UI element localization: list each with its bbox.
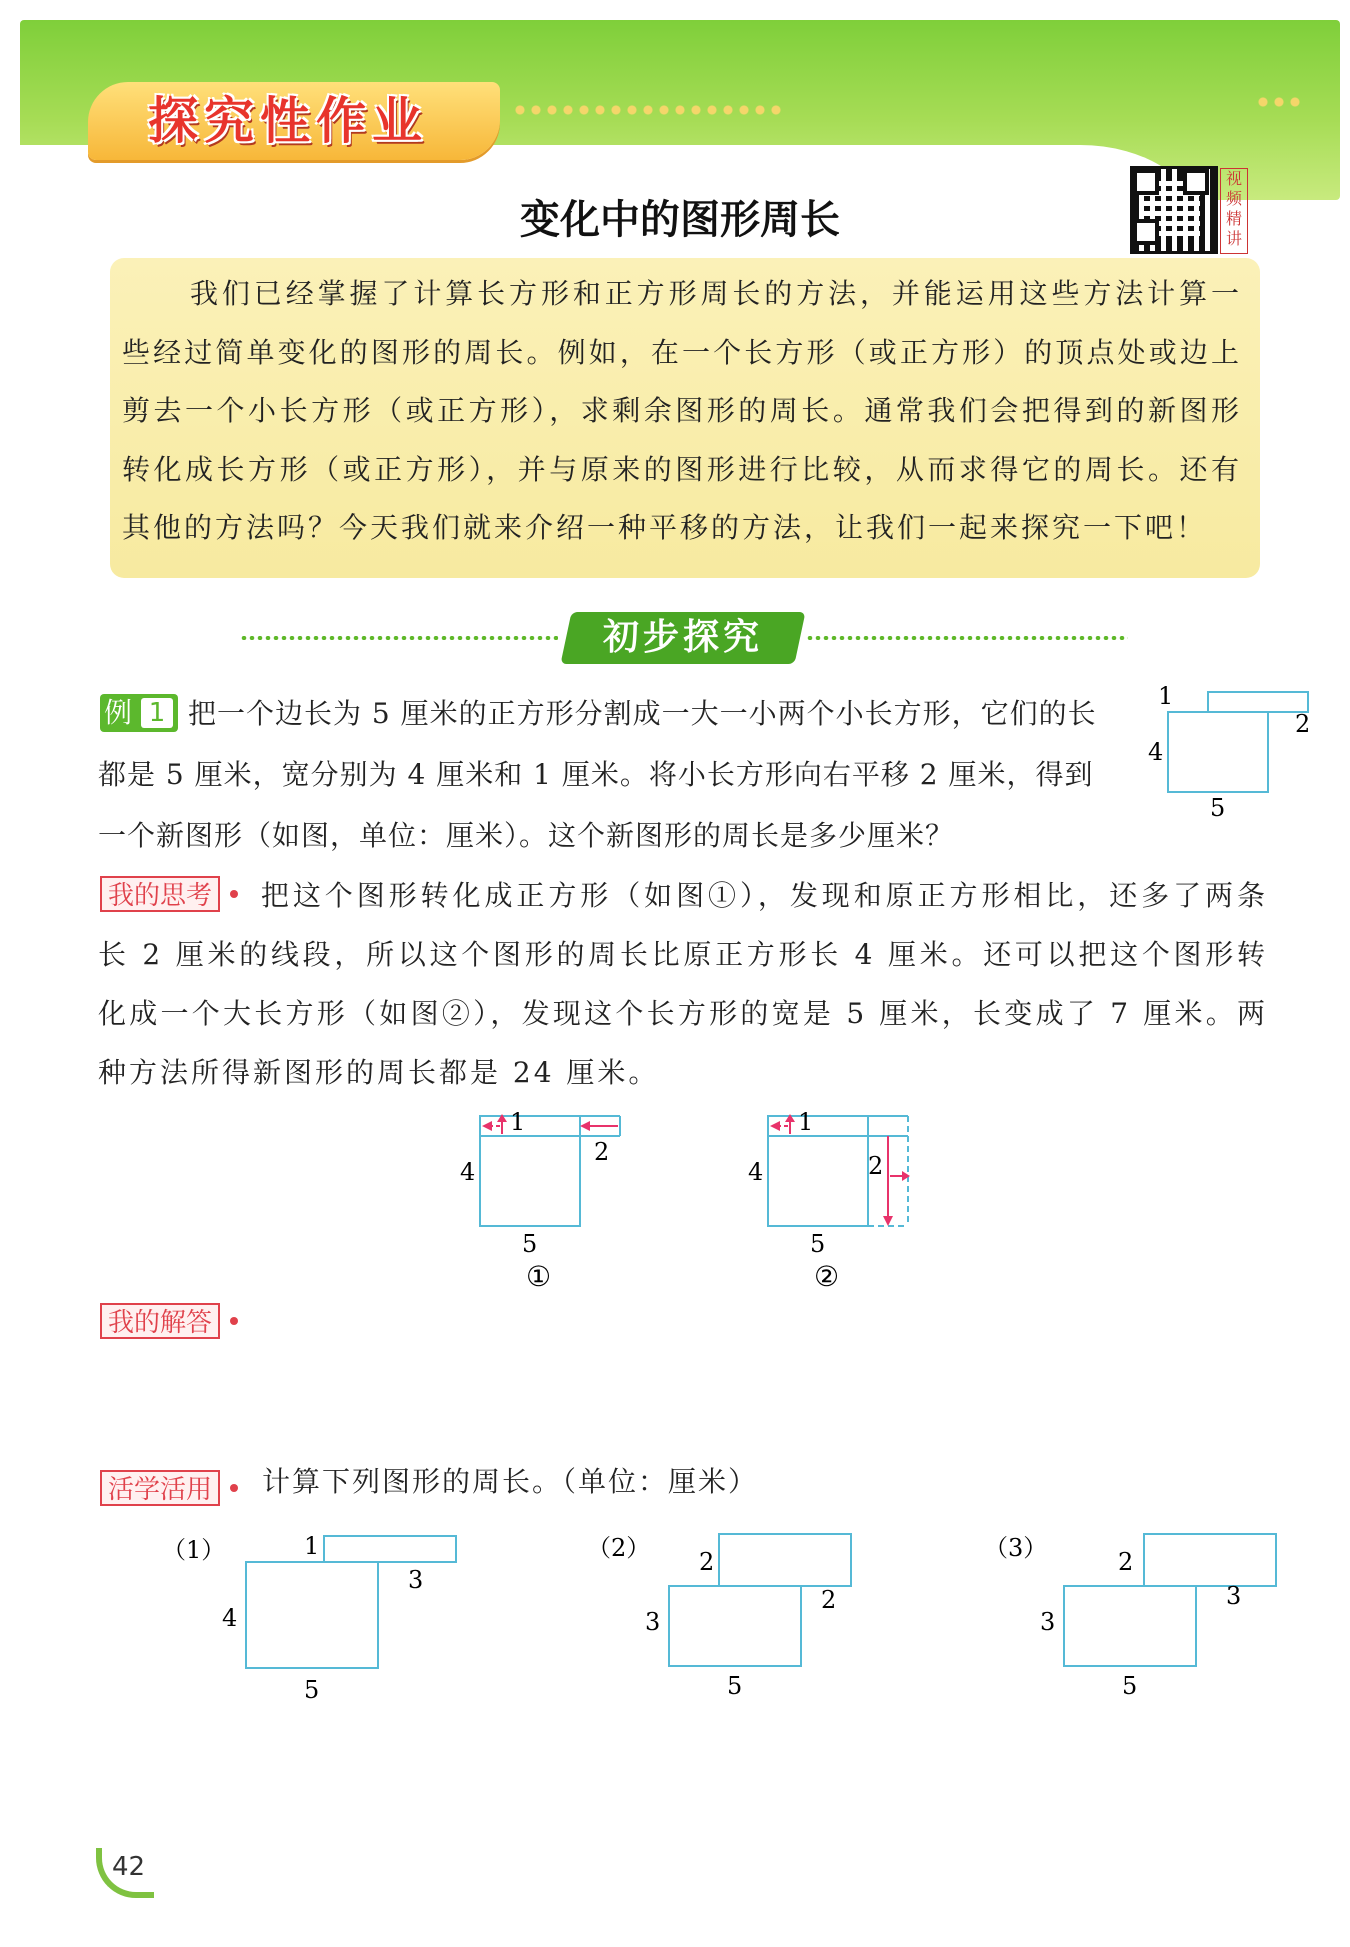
label-dot xyxy=(230,1317,238,1325)
apply-label: 活学活用 xyxy=(100,1470,220,1506)
p1-side: 3 xyxy=(408,1566,424,1594)
fig2-c: 4 xyxy=(748,1158,764,1186)
fig1-c: 4 xyxy=(460,1158,476,1186)
answer-label: 我的解答 xyxy=(100,1303,220,1339)
example-tag-label: 例 xyxy=(104,696,133,729)
problem-1-figure xyxy=(160,1526,480,1706)
p3-left: 3 xyxy=(1040,1608,1056,1636)
fig2-a: 1 xyxy=(798,1108,814,1136)
qr-corner xyxy=(1133,169,1159,195)
qr-tag: 视频精讲 xyxy=(1220,168,1248,254)
p3-small-rect xyxy=(1144,1534,1276,1586)
fig2-b: 2 xyxy=(868,1152,884,1180)
example-text-body: 把一个边长为 5 厘米的正方形分割成一大一小两个小长方形，它们的长都是 5 厘米，宽分别为 4 厘米和 1 厘米。将小长方形向右平移 2 厘米，得到一个新图形（如图，单位：厘米）。这个新图形的周长是多少厘米？ xyxy=(98,697,1097,852)
p2-small-rect xyxy=(719,1534,851,1586)
big-rect xyxy=(1168,712,1268,792)
p3-top: 2 xyxy=(1118,1548,1134,1576)
apply-instruction: 计算下列图形的周长。（单位：厘米） xyxy=(262,1465,759,1498)
fig1-caption: ① xyxy=(526,1260,552,1288)
page-number: 42 xyxy=(112,1852,146,1882)
p1-top: 1 xyxy=(304,1532,320,1560)
figure-1 xyxy=(450,1108,640,1288)
p1-small-rect xyxy=(324,1536,456,1562)
section-divider-left xyxy=(240,636,558,640)
problem-1-number: （1） xyxy=(162,1536,226,1564)
problem-3-number: （3） xyxy=(984,1534,1048,1562)
page-title: 变化中的图形周长 xyxy=(520,197,840,243)
section-title: 初步探究 xyxy=(602,617,763,658)
p3-side: 3 xyxy=(1226,1582,1242,1610)
fig1-d: 5 xyxy=(522,1230,538,1258)
thinking-text-body: 把这个图形转化成正方形（如图①），发现和原正方形相比，还多了两条长 2 厘米的线段，所以这个图形的周长比原正方形长 4 厘米。还可以把这个图形转化成一个大长方形（如图②），发现这个长方形的宽是 5 厘米，长变成了 7 厘米。两种方法所得新图形的周长都是 24 厘米。 xyxy=(98,879,1268,1089)
p1-left: 4 xyxy=(222,1604,238,1632)
label-2: 2 xyxy=(1295,710,1311,738)
p2-top: 2 xyxy=(699,1548,715,1576)
p2-side: 2 xyxy=(821,1586,837,1614)
p1-bottom: 5 xyxy=(304,1676,320,1704)
fig1-b: 2 xyxy=(594,1138,610,1166)
intro-text: 我们已经掌握了计算长方形和正方形周长的方法，并能运用这些方法计算一些经过简单变化的图形的周长。例如，在一个长方形（或正方形）的顶点处或边上剪去一个小长方形（或正方形），求剩余图形的周长。通常我们会把得到的新图形转化成长方形（或正方形），并与原来的图形进行比较，从而求得它的周长。还有其他的方法吗？今天我们就来介绍一种平移的方法，让我们一起来探究一下吧！ xyxy=(122,277,1242,544)
p2-left: 3 xyxy=(645,1608,661,1636)
problem-3-figure xyxy=(980,1526,1290,1706)
small-rect xyxy=(1208,692,1308,712)
thinking-label: 我的思考 xyxy=(100,876,220,912)
thinking-text xyxy=(98,866,1268,1102)
banner-title: 探究性作业 xyxy=(148,92,428,150)
label-1: 1 xyxy=(1158,682,1174,710)
label-5: 5 xyxy=(1210,794,1226,822)
p3-bottom: 5 xyxy=(1122,1672,1138,1700)
figure-2 xyxy=(738,1108,928,1288)
fig2-caption: ② xyxy=(814,1260,840,1288)
section-divider-right xyxy=(806,636,1128,640)
problem-2-number: （2） xyxy=(587,1534,651,1562)
fig2-d: 5 xyxy=(810,1230,826,1258)
qr-corner xyxy=(1183,169,1209,195)
banner-dots xyxy=(512,104,782,116)
p1-big-rect xyxy=(246,1562,378,1668)
fig1-a: 1 xyxy=(510,1108,526,1136)
problem-2-figure xyxy=(585,1526,885,1706)
p3-big-rect xyxy=(1064,1586,1196,1666)
fig1-square xyxy=(480,1116,580,1226)
p2-big-rect xyxy=(669,1586,801,1666)
label-dot xyxy=(230,1484,238,1492)
example-text xyxy=(98,683,1108,866)
example-number: 1 xyxy=(141,698,173,728)
fig2-square xyxy=(768,1116,868,1226)
p2-bottom: 5 xyxy=(727,1672,743,1700)
qr-corner xyxy=(1133,219,1159,245)
example-figure xyxy=(1100,682,1330,822)
label-4: 4 xyxy=(1148,738,1164,766)
banner-dots-right xyxy=(1255,96,1305,108)
